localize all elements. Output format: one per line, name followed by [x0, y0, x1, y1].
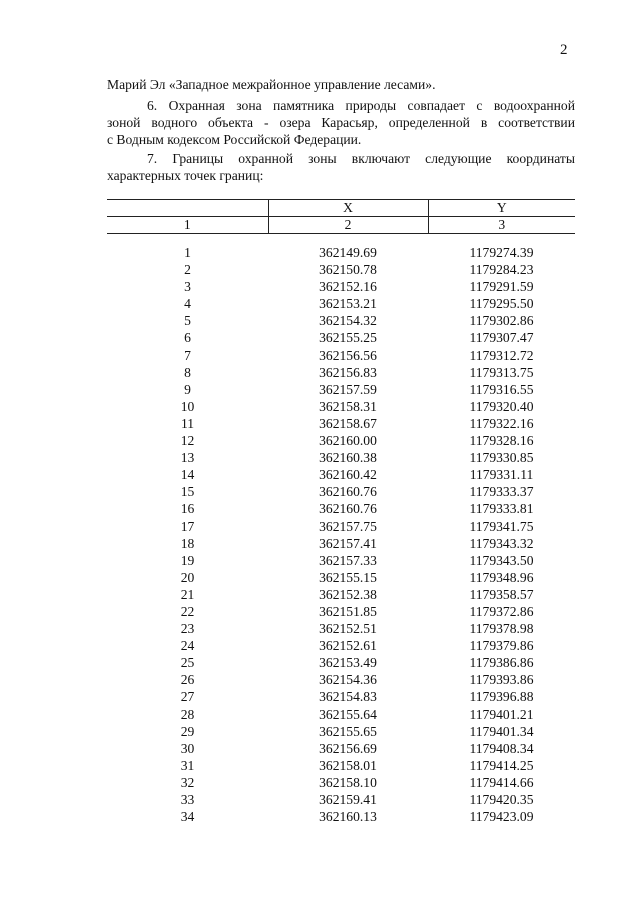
point-number: 27 — [180, 689, 195, 705]
y-coordinate: 1179333.37 — [469, 484, 534, 500]
point-number: 15 — [180, 484, 195, 500]
paragraph-line: характерных точек границ: — [107, 168, 264, 183]
paragraph-6 — [107, 97, 575, 148]
header-x: X — [268, 200, 428, 217]
y-coordinate: 1179343.50 — [469, 552, 534, 568]
table-row — [107, 278, 575, 295]
table-row — [107, 261, 575, 278]
point-number: 29 — [180, 723, 195, 739]
table-row — [107, 620, 575, 637]
paragraph-continuation — [107, 76, 575, 93]
x-coordinate: 362160.76 — [319, 484, 377, 500]
x-coordinate: 362154.83 — [319, 689, 377, 705]
x-coordinate: 362156.56 — [319, 347, 377, 363]
x-coordinate: 362149.69 — [319, 245, 377, 260]
point-number: 19 — [180, 552, 195, 568]
table-row — [107, 234, 575, 262]
y-coordinate: 1179401.21 — [469, 706, 534, 722]
table-row — [107, 500, 575, 517]
table-row — [107, 757, 575, 774]
y-coordinate: 1179330.85 — [469, 450, 534, 466]
table-row — [107, 432, 575, 449]
table-row — [107, 466, 575, 483]
coordinates-table — [107, 199, 575, 825]
point-number: 32 — [180, 774, 195, 790]
table-row — [107, 723, 575, 740]
y-coordinate: 1179386.86 — [469, 655, 534, 671]
table-row — [107, 688, 575, 705]
column-number: 2 — [268, 217, 428, 234]
x-coordinate: 362152.16 — [319, 279, 377, 295]
x-coordinate: 362155.64 — [319, 706, 377, 722]
table-row — [107, 569, 575, 586]
table-row — [107, 535, 575, 552]
paragraph-line: с Водным кодексом Российской Федерации. — [107, 132, 362, 147]
paragraph-line: 7. Границы охранной зоны включают следующие координаты — [147, 151, 575, 166]
paragraph-line: 6. Охранная зона памятника природы совпадает с водоохранной — [147, 98, 575, 113]
point-number: 7 — [184, 347, 191, 363]
table-header-row — [107, 200, 575, 217]
y-coordinate: 1179379.86 — [469, 638, 534, 654]
x-coordinate: 362152.61 — [319, 638, 377, 654]
point-number: 22 — [180, 603, 195, 619]
y-coordinate: 1179307.47 — [469, 330, 534, 346]
table-row — [107, 774, 575, 791]
y-coordinate: 1179372.86 — [469, 603, 534, 619]
y-coordinate: 1179322.16 — [469, 415, 534, 431]
table-row — [107, 295, 575, 312]
table-row — [107, 603, 575, 620]
table-row — [107, 518, 575, 535]
y-coordinate: 1179348.96 — [469, 569, 534, 585]
table-row — [107, 415, 575, 432]
paragraph-line: Марий Эл «Западное межрайонное управление лесами». — [107, 77, 436, 92]
point-number: 16 — [180, 501, 195, 517]
point-number: 8 — [184, 364, 191, 380]
table-row — [107, 808, 575, 825]
header-y: Y — [428, 200, 575, 217]
y-coordinate: 1179312.72 — [469, 347, 534, 363]
column-number: 1 — [107, 217, 268, 234]
x-coordinate: 362155.15 — [319, 569, 377, 585]
point-number: 6 — [184, 330, 191, 346]
table-row — [107, 449, 575, 466]
table-row — [107, 654, 575, 671]
point-number: 12 — [180, 433, 195, 449]
point-number: 34 — [180, 809, 195, 825]
y-coordinate: 1179408.34 — [469, 740, 534, 756]
y-coordinate: 1179274.39 — [469, 245, 534, 260]
coordinates-table-wrap — [107, 199, 575, 825]
point-number: 30 — [180, 740, 195, 756]
table-row — [107, 791, 575, 808]
y-coordinate: 1179401.34 — [469, 723, 534, 739]
point-number: 24 — [180, 638, 195, 654]
x-coordinate: 362158.31 — [319, 398, 377, 414]
point-number: 18 — [180, 535, 195, 551]
point-number: 2 — [184, 262, 191, 278]
y-coordinate: 1179414.25 — [469, 757, 534, 773]
y-coordinate: 1179313.75 — [469, 364, 534, 380]
point-number: 31 — [180, 757, 195, 773]
y-coordinate: 1179423.09 — [469, 809, 534, 825]
point-number: 23 — [180, 621, 195, 637]
y-coordinate: 1179295.50 — [469, 296, 534, 312]
table-row — [107, 381, 575, 398]
x-coordinate: 362159.41 — [319, 792, 377, 807]
point-number: 4 — [184, 296, 191, 312]
y-coordinate: 1179284.23 — [469, 262, 534, 278]
x-coordinate: 362160.76 — [319, 501, 377, 517]
table-row — [107, 398, 575, 415]
point-number: 33 — [180, 792, 195, 807]
y-coordinate: 1179316.55 — [469, 381, 534, 397]
x-coordinate: 362157.59 — [319, 381, 377, 397]
y-coordinate: 1179320.40 — [469, 398, 534, 414]
x-coordinate: 362158.01 — [319, 757, 377, 773]
point-number: 11 — [180, 415, 195, 431]
x-coordinate: 362156.69 — [319, 740, 377, 756]
point-number: 5 — [184, 313, 191, 329]
x-coordinate: 362160.42 — [319, 467, 377, 483]
y-coordinate: 1179331.11 — [469, 467, 534, 483]
y-coordinate: 1179333.81 — [469, 501, 534, 517]
y-coordinate: 1179341.75 — [469, 518, 534, 534]
x-coordinate: 362154.36 — [319, 672, 377, 688]
table-column-numbers-row — [107, 217, 575, 234]
point-number: 26 — [180, 672, 195, 688]
point-number: 13 — [180, 450, 195, 466]
x-coordinate: 362160.00 — [319, 433, 377, 449]
x-coordinate: 362154.32 — [319, 313, 377, 329]
table-row — [107, 347, 575, 364]
point-number: 17 — [180, 518, 195, 534]
x-coordinate: 362153.49 — [319, 655, 377, 671]
x-coordinate: 362150.78 — [319, 262, 377, 278]
point-number: 25 — [180, 655, 195, 671]
y-coordinate: 1179302.86 — [469, 313, 534, 329]
table-row — [107, 364, 575, 381]
x-coordinate: 362155.25 — [319, 330, 377, 346]
table-row — [107, 706, 575, 723]
paragraph-line: зоной водного объекта - озера Карасьяр, определенной в соответствии — [107, 115, 575, 130]
y-coordinate: 1179414.66 — [469, 774, 534, 790]
point-number: 9 — [184, 381, 191, 397]
table-row — [107, 671, 575, 688]
paragraph-7 — [107, 150, 575, 184]
x-coordinate: 362153.21 — [319, 296, 377, 312]
table-row — [107, 586, 575, 603]
table-row — [107, 483, 575, 500]
y-coordinate: 1179396.88 — [469, 689, 534, 705]
y-coordinate: 1179420.35 — [469, 792, 534, 807]
x-coordinate: 362158.10 — [319, 774, 377, 790]
x-coordinate: 362158.67 — [319, 415, 377, 431]
y-coordinate: 1179378.98 — [469, 621, 534, 637]
x-coordinate: 362151.85 — [319, 603, 377, 619]
point-number: 21 — [180, 586, 195, 602]
header-point — [107, 200, 268, 217]
column-number: 3 — [428, 217, 575, 234]
table-body — [107, 234, 575, 826]
y-coordinate: 1179291.59 — [469, 279, 534, 295]
point-number: 3 — [184, 279, 191, 295]
y-coordinate: 1179393.86 — [469, 672, 534, 688]
x-coordinate: 362155.65 — [319, 723, 377, 739]
y-coordinate: 1179358.57 — [469, 586, 534, 602]
table-row — [107, 637, 575, 654]
x-coordinate: 362160.38 — [319, 450, 377, 466]
y-coordinate: 1179343.32 — [469, 535, 534, 551]
point-number: 1 — [184, 245, 191, 260]
x-coordinate: 362157.75 — [319, 518, 377, 534]
x-coordinate: 362157.33 — [319, 552, 377, 568]
point-number: 14 — [180, 467, 195, 483]
table-row — [107, 740, 575, 757]
page-number: 2 — [560, 42, 568, 58]
x-coordinate: 362157.41 — [319, 535, 377, 551]
point-number: 10 — [180, 398, 195, 414]
x-coordinate: 362152.51 — [319, 621, 377, 637]
y-coordinate: 1179328.16 — [469, 433, 534, 449]
point-number: 20 — [180, 569, 195, 585]
table-row — [107, 329, 575, 346]
point-number: 28 — [180, 706, 195, 722]
x-coordinate: 362152.38 — [319, 586, 377, 602]
x-coordinate: 362156.83 — [319, 364, 377, 380]
table-row — [107, 312, 575, 329]
table-row — [107, 552, 575, 569]
x-coordinate: 362160.13 — [319, 809, 377, 825]
